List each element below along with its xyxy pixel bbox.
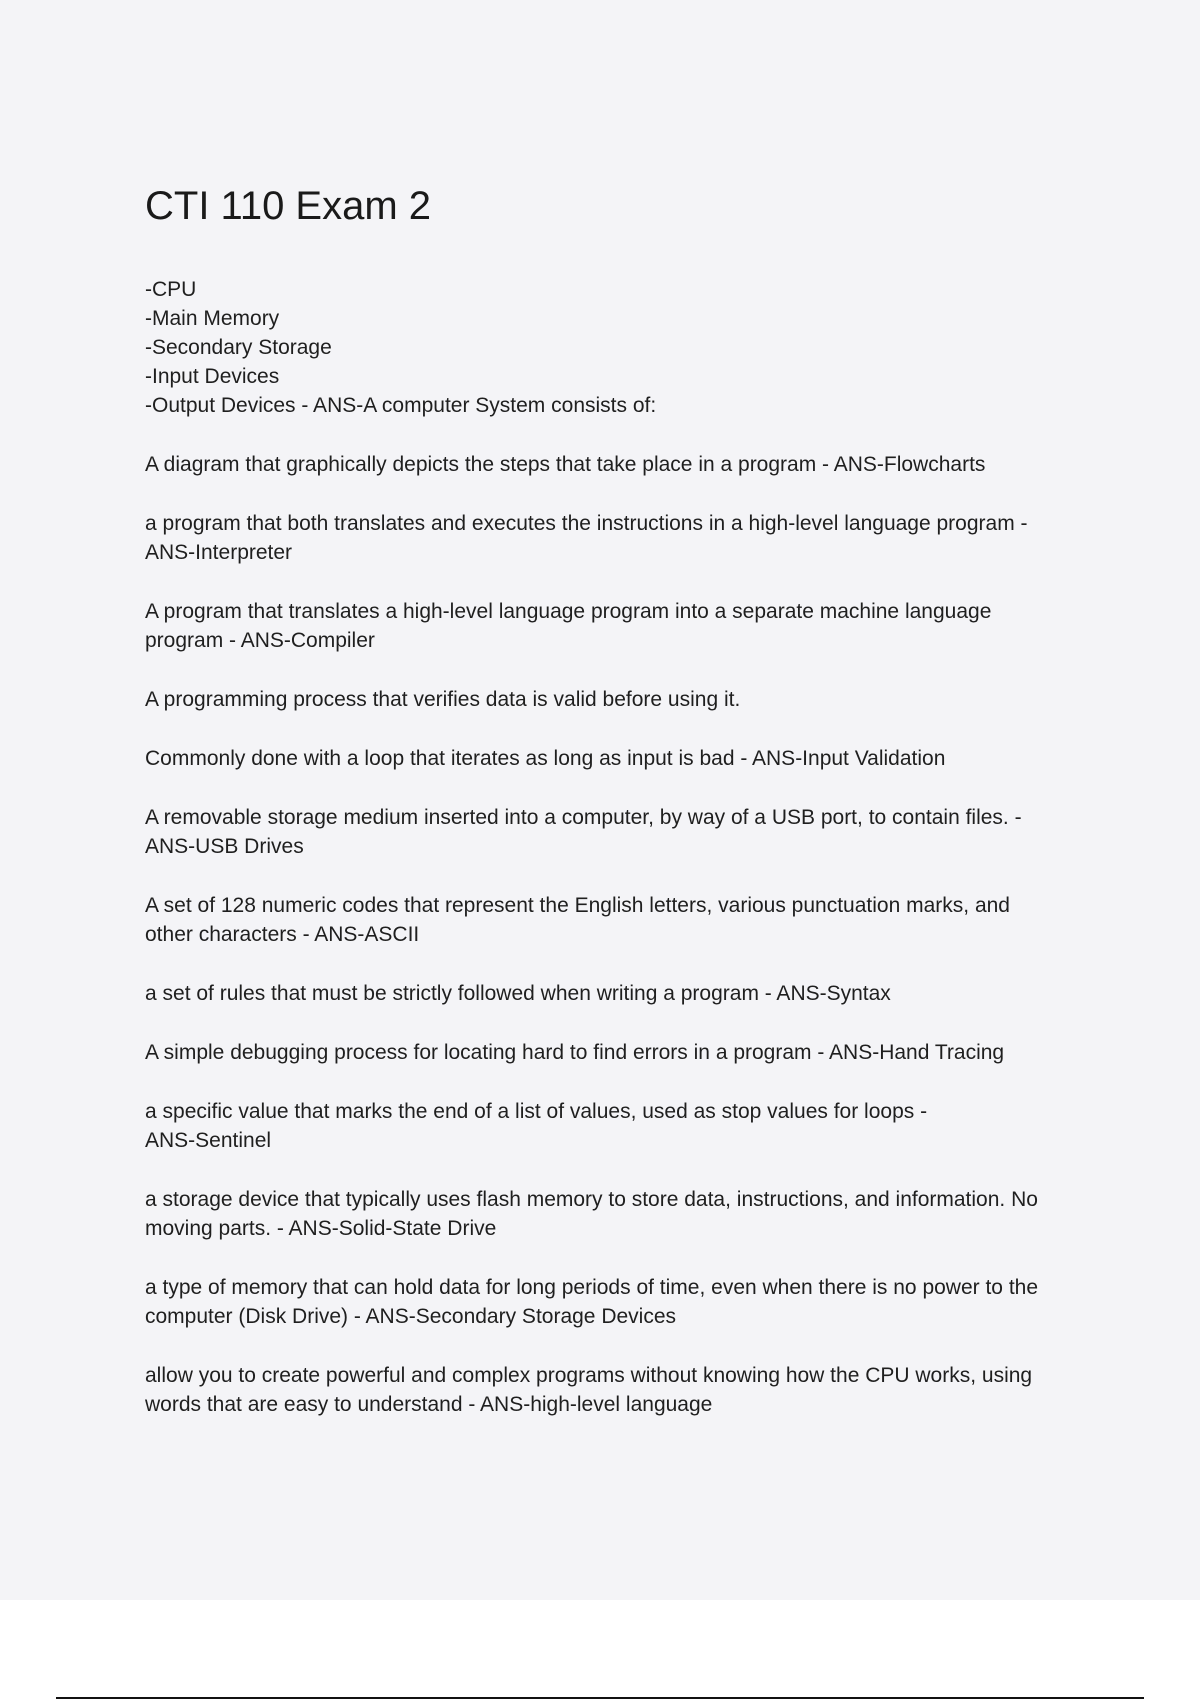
qa-paragraph: a storage device that typically uses flash memory to store data, instructions, and information. No moving parts. - ANS-Solid-State Drive [145,1188,1038,1240]
document-body [145,182,1095,1449]
list-line: -Input Devices [145,365,280,388]
qa-paragraph: A program that translates a high-level language program into a separate machine language program - ANS-Compiler [145,600,992,652]
qa-paragraph: A set of 128 numeric codes that represent the English letters, various punctuation marks, and other characters - ANS-ASCII [145,894,1010,946]
list-line: -Output Devices - ANS-A computer System consists of: [145,394,657,417]
footer-divider [56,1697,1144,1699]
qa-paragraph: A diagram that graphically depicts the steps that take place in a program - ANS-Flowcharts [145,453,986,476]
list-line: -Secondary Storage [145,336,332,359]
qa-paragraph: A simple debugging process for locating hard to find errors in a program - ANS-Hand Tracing [145,1041,1005,1064]
qa-paragraph: a set of rules that must be strictly followed when writing a program - ANS-Syntax [145,982,891,1005]
document-title: CTI 110 Exam 2 [145,184,432,228]
component-list [145,275,1095,420]
qa-paragraph: A programming process that verifies data is valid before using it. [145,688,741,711]
qa-paragraph: a type of memory that can hold data for long periods of time, even when there is no power to the computer (Disk Drive) - ANS-Secondary Storage Devices [145,1276,1039,1328]
qa-paragraph: a specific value that marks the end of a list of values, used as stop values for loops - ANS-Sentinel [145,1100,928,1152]
qa-paragraph: A removable storage medium inserted into a computer, by way of a USB port, to contain files. - ANS-USB Drives [145,806,1022,858]
list-line: -Main Memory [145,307,280,330]
qa-paragraph: a program that both translates and executes the instructions in a high-level language program - ANS-Interpreter [145,512,1028,564]
qa-paragraph: Commonly done with a loop that iterates as long as input is bad - ANS-Input Validation [145,747,946,770]
list-line: -CPU [145,278,197,301]
qa-paragraph: allow you to create powerful and complex programs without knowing how the CPU works, using words that are easy to understand - ANS-high-level language [145,1364,1033,1416]
